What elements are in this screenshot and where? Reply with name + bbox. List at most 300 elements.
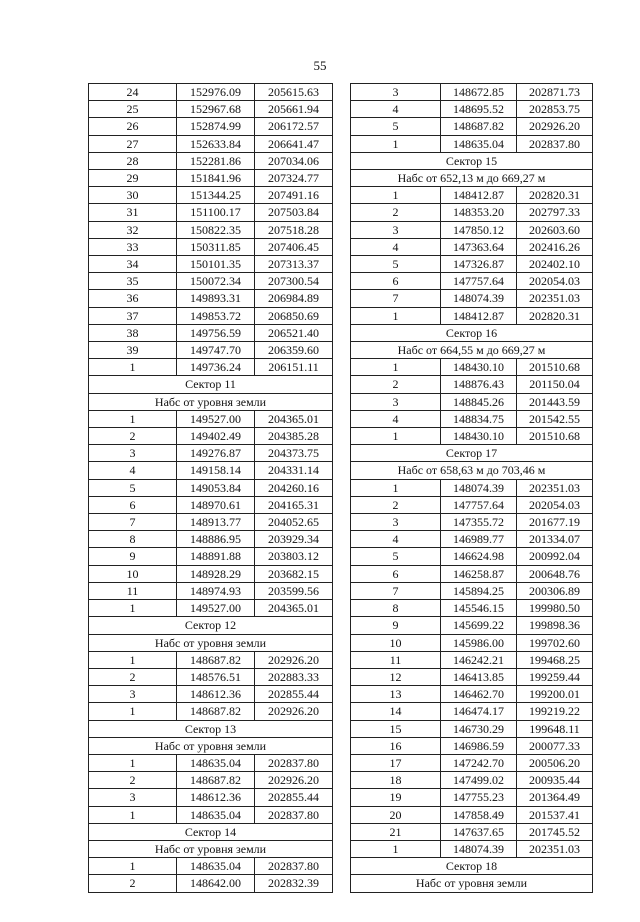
x-coordinate-cell: 149853.72 — [177, 307, 255, 324]
table-row — [89, 789, 333, 806]
table-row — [351, 410, 593, 427]
point-number-cell: 1 — [89, 858, 177, 875]
table-row — [89, 858, 333, 875]
x-coordinate-cell: 148612.36 — [177, 789, 255, 806]
y-coordinate-cell: 199898.36 — [517, 617, 593, 634]
y-coordinate-cell: 203803.12 — [255, 548, 333, 565]
point-number-cell: 4 — [351, 410, 441, 427]
y-coordinate-cell: 204385.28 — [255, 428, 333, 445]
y-coordinate-cell: 201542.55 — [517, 410, 593, 427]
x-coordinate-cell: 148886.95 — [177, 531, 255, 548]
point-number-cell: 9 — [89, 548, 177, 565]
x-coordinate-cell: 145699.22 — [441, 617, 517, 634]
point-number-cell: 3 — [351, 393, 441, 410]
table-row — [351, 273, 593, 290]
point-number-cell: 37 — [89, 307, 177, 324]
point-number-cell: 11 — [89, 582, 177, 599]
x-coordinate-cell: 148970.61 — [177, 496, 255, 513]
sector-title: Сектор 18 — [351, 858, 593, 875]
y-coordinate-cell: 202883.33 — [255, 668, 333, 685]
y-coordinate-cell: 206641.47 — [255, 135, 333, 152]
y-coordinate-cell: 202837.80 — [255, 858, 333, 875]
table-row — [89, 359, 333, 376]
table-row — [89, 204, 333, 221]
point-number-cell: 25 — [89, 101, 177, 118]
y-coordinate-cell: 204165.31 — [255, 496, 333, 513]
y-coordinate-cell: 202820.31 — [517, 187, 593, 204]
y-coordinate-cell: 202351.03 — [517, 290, 593, 307]
point-number-cell: 2 — [89, 668, 177, 685]
y-coordinate-cell: 202416.26 — [517, 238, 593, 255]
x-coordinate-cell: 146462.70 — [441, 686, 517, 703]
point-number-cell: 1 — [351, 135, 441, 152]
x-coordinate-cell: 149736.24 — [177, 359, 255, 376]
point-number-cell: 28 — [89, 152, 177, 169]
point-number-cell: 4 — [351, 531, 441, 548]
x-coordinate-cell: 149158.14 — [177, 462, 255, 479]
sector-title: Сектор 11 — [89, 376, 333, 393]
x-coordinate-cell: 148412.87 — [441, 307, 517, 324]
x-coordinate-cell: 151841.96 — [177, 170, 255, 187]
point-number-cell: 2 — [351, 376, 441, 393]
y-coordinate-cell: 202926.20 — [255, 703, 333, 720]
x-coordinate-cell: 148687.82 — [177, 703, 255, 720]
x-coordinate-cell: 146242.21 — [441, 651, 517, 668]
x-coordinate-cell: 147242.70 — [441, 754, 517, 771]
x-coordinate-cell: 148412.87 — [441, 187, 517, 204]
table-row — [89, 307, 333, 324]
y-coordinate-cell: 202926.20 — [517, 118, 593, 135]
sector-height-note: Набс от уровня земли — [89, 393, 333, 410]
point-number-cell: 6 — [351, 273, 441, 290]
x-coordinate-cell: 149402.49 — [177, 428, 255, 445]
y-coordinate-cell: 200648.76 — [517, 565, 593, 582]
table-row — [89, 152, 333, 169]
point-number-cell: 3 — [351, 221, 441, 238]
point-number-cell: 1 — [89, 806, 177, 823]
table-row — [351, 204, 593, 221]
table-row — [89, 703, 333, 720]
x-coordinate-cell: 149053.84 — [177, 479, 255, 496]
point-number-cell: 10 — [351, 634, 441, 651]
sector-height-row — [351, 462, 593, 479]
point-number-cell: 32 — [89, 221, 177, 238]
y-coordinate-cell: 206359.60 — [255, 342, 333, 359]
point-number-cell: 33 — [89, 238, 177, 255]
point-number-cell: 18 — [351, 772, 441, 789]
point-number-cell: 27 — [89, 135, 177, 152]
y-coordinate-cell: 207324.77 — [255, 170, 333, 187]
sector-height-note: Набс от 664,55 м до 669,27 м — [351, 342, 593, 359]
x-coordinate-cell: 148635.04 — [177, 754, 255, 771]
x-coordinate-cell: 148687.82 — [177, 651, 255, 668]
point-number-cell: 2 — [351, 496, 441, 513]
y-coordinate-cell: 202855.44 — [255, 686, 333, 703]
y-coordinate-cell: 202402.10 — [517, 256, 593, 273]
y-coordinate-cell: 204365.01 — [255, 600, 333, 617]
x-coordinate-cell: 148913.77 — [177, 514, 255, 531]
table-row — [351, 737, 593, 754]
x-coordinate-cell: 150101.35 — [177, 256, 255, 273]
point-number-cell: 3 — [351, 514, 441, 531]
y-coordinate-cell: 201510.68 — [517, 359, 593, 376]
point-number-cell: 3 — [89, 686, 177, 703]
y-coordinate-cell: 201745.52 — [517, 823, 593, 840]
table-row — [89, 84, 333, 101]
y-coordinate-cell: 202351.03 — [517, 479, 593, 496]
table-row — [89, 256, 333, 273]
y-coordinate-cell: 199980.50 — [517, 600, 593, 617]
point-number-cell: 8 — [351, 600, 441, 617]
table-row — [89, 221, 333, 238]
point-number-cell: 12 — [351, 668, 441, 685]
x-coordinate-cell: 150072.34 — [177, 273, 255, 290]
point-number-cell: 35 — [89, 273, 177, 290]
x-coordinate-cell: 148974.93 — [177, 582, 255, 599]
table-row — [89, 342, 333, 359]
x-coordinate-cell: 146986.59 — [441, 737, 517, 754]
y-coordinate-cell: 202054.03 — [517, 496, 593, 513]
table-row — [89, 428, 333, 445]
y-coordinate-cell: 205661.94 — [255, 101, 333, 118]
y-coordinate-cell: 200992.04 — [517, 548, 593, 565]
y-coordinate-cell: 200935.44 — [517, 772, 593, 789]
table-row — [89, 187, 333, 204]
y-coordinate-cell: 204260.16 — [255, 479, 333, 496]
sector-height-row — [89, 393, 333, 410]
point-number-cell: 6 — [89, 496, 177, 513]
point-number-cell: 2 — [89, 428, 177, 445]
sector-height-note: Набс от уровня земли — [351, 875, 593, 892]
y-coordinate-cell: 207503.84 — [255, 204, 333, 221]
table-row — [89, 806, 333, 823]
table-row — [351, 307, 593, 324]
point-number-cell: 38 — [89, 324, 177, 341]
point-number-cell: 17 — [351, 754, 441, 771]
point-number-cell: 21 — [351, 823, 441, 840]
point-number-cell: 36 — [89, 290, 177, 307]
x-coordinate-cell: 152874.99 — [177, 118, 255, 135]
x-coordinate-cell: 146413.85 — [441, 668, 517, 685]
sector-height-row — [351, 875, 593, 892]
table-row — [351, 514, 593, 531]
point-number-cell: 4 — [351, 101, 441, 118]
x-coordinate-cell: 150311.85 — [177, 238, 255, 255]
point-number-cell: 3 — [89, 789, 177, 806]
x-coordinate-cell: 148845.26 — [441, 393, 517, 410]
table-row — [89, 273, 333, 290]
table-row — [89, 514, 333, 531]
table-row — [351, 686, 593, 703]
table-row — [351, 101, 593, 118]
point-number-cell: 15 — [351, 720, 441, 737]
sector-title: Сектор 16 — [351, 324, 593, 341]
x-coordinate-cell: 147637.65 — [441, 823, 517, 840]
y-coordinate-cell: 207406.45 — [255, 238, 333, 255]
x-coordinate-cell: 150822.35 — [177, 221, 255, 238]
left-table-body — [89, 84, 333, 893]
table-row — [89, 548, 333, 565]
table-row — [351, 823, 593, 840]
point-number-cell: 8 — [89, 531, 177, 548]
point-number-cell: 3 — [351, 84, 441, 101]
x-coordinate-cell: 148430.10 — [441, 359, 517, 376]
y-coordinate-cell: 207491.16 — [255, 187, 333, 204]
table-row — [89, 772, 333, 789]
x-coordinate-cell: 147499.02 — [441, 772, 517, 789]
y-coordinate-cell: 201677.19 — [517, 514, 593, 531]
sector-height-note: Набс от уровня земли — [89, 737, 333, 754]
y-coordinate-cell: 202926.20 — [255, 651, 333, 668]
point-number-cell: 14 — [351, 703, 441, 720]
point-number-cell: 1 — [89, 359, 177, 376]
point-number-cell: 5 — [351, 256, 441, 273]
y-coordinate-cell: 202926.20 — [255, 772, 333, 789]
table-row — [351, 806, 593, 823]
table-row — [351, 600, 593, 617]
table-row — [351, 720, 593, 737]
x-coordinate-cell: 149893.31 — [177, 290, 255, 307]
point-number-cell: 4 — [89, 462, 177, 479]
sector-height-note: Набс от уровня земли — [89, 634, 333, 651]
x-coordinate-cell: 151344.25 — [177, 187, 255, 204]
x-coordinate-cell: 149756.59 — [177, 324, 255, 341]
right-coordinates-table — [350, 83, 593, 893]
x-coordinate-cell: 147757.64 — [441, 273, 517, 290]
table-row — [351, 668, 593, 685]
table-row — [351, 393, 593, 410]
table-row — [351, 703, 593, 720]
x-coordinate-cell: 149527.00 — [177, 600, 255, 617]
point-number-cell: 4 — [351, 238, 441, 255]
y-coordinate-cell: 199259.44 — [517, 668, 593, 685]
table-row — [351, 221, 593, 238]
table-row — [351, 840, 593, 857]
table-row — [89, 531, 333, 548]
y-coordinate-cell: 201537.41 — [517, 806, 593, 823]
x-coordinate-cell: 148695.52 — [441, 101, 517, 118]
x-coordinate-cell: 148928.29 — [177, 565, 255, 582]
x-coordinate-cell: 146730.29 — [441, 720, 517, 737]
y-coordinate-cell: 202054.03 — [517, 273, 593, 290]
x-coordinate-cell: 146258.87 — [441, 565, 517, 582]
table-row — [351, 789, 593, 806]
point-number-cell: 1 — [351, 840, 441, 857]
table-row — [89, 668, 333, 685]
x-coordinate-cell: 146474.17 — [441, 703, 517, 720]
y-coordinate-cell: 202837.80 — [255, 754, 333, 771]
x-coordinate-cell: 147326.87 — [441, 256, 517, 273]
x-coordinate-cell: 147858.49 — [441, 806, 517, 823]
y-coordinate-cell: 206850.69 — [255, 307, 333, 324]
x-coordinate-cell: 152967.68 — [177, 101, 255, 118]
table-row — [351, 118, 593, 135]
table-row — [351, 634, 593, 651]
point-number-cell: 1 — [351, 479, 441, 496]
y-coordinate-cell: 199468.25 — [517, 651, 593, 668]
table-row — [351, 531, 593, 548]
sector-height-row — [351, 170, 593, 187]
sector-title-row — [89, 720, 333, 737]
sector-height-row — [89, 634, 333, 651]
point-number-cell: 11 — [351, 651, 441, 668]
y-coordinate-cell: 199702.60 — [517, 634, 593, 651]
sector-height-row — [89, 737, 333, 754]
point-number-cell: 19 — [351, 789, 441, 806]
sector-height-row — [351, 342, 593, 359]
point-number-cell: 24 — [89, 84, 177, 101]
y-coordinate-cell: 204373.75 — [255, 445, 333, 462]
page-number: 55 — [313, 58, 327, 73]
table-row — [89, 582, 333, 599]
x-coordinate-cell: 148635.04 — [177, 858, 255, 875]
y-coordinate-cell: 206984.89 — [255, 290, 333, 307]
point-number-cell: 9 — [351, 617, 441, 634]
y-coordinate-cell: 202797.33 — [517, 204, 593, 221]
sector-height-note: Набс от уровня земли — [89, 840, 333, 857]
y-coordinate-cell: 203682.15 — [255, 565, 333, 582]
x-coordinate-cell: 148074.39 — [441, 479, 517, 496]
x-coordinate-cell: 148834.75 — [441, 410, 517, 427]
table-row — [351, 359, 593, 376]
table-row — [351, 376, 593, 393]
sector-title: Сектор 12 — [89, 617, 333, 634]
point-number-cell: 30 — [89, 187, 177, 204]
sector-title: Сектор 17 — [351, 445, 593, 462]
x-coordinate-cell: 152976.09 — [177, 84, 255, 101]
table-row — [351, 256, 593, 273]
point-number-cell: 5 — [89, 479, 177, 496]
left-coordinates-table — [88, 83, 333, 893]
table-row — [89, 290, 333, 307]
y-coordinate-cell: 201150.04 — [517, 376, 593, 393]
sector-title: Сектор 15 — [351, 152, 593, 169]
table-row — [351, 582, 593, 599]
sector-title-row — [89, 376, 333, 393]
x-coordinate-cell: 147755.23 — [441, 789, 517, 806]
table-row — [351, 428, 593, 445]
y-coordinate-cell: 203599.56 — [255, 582, 333, 599]
point-number-cell: 29 — [89, 170, 177, 187]
y-coordinate-cell: 202853.75 — [517, 101, 593, 118]
point-number-cell: 31 — [89, 204, 177, 221]
y-coordinate-cell: 206521.40 — [255, 324, 333, 341]
x-coordinate-cell: 146624.98 — [441, 548, 517, 565]
table-row — [351, 496, 593, 513]
x-coordinate-cell: 145546.15 — [441, 600, 517, 617]
y-coordinate-cell: 202351.03 — [517, 840, 593, 857]
point-number-cell: 1 — [351, 428, 441, 445]
y-coordinate-cell: 201510.68 — [517, 428, 593, 445]
y-coordinate-cell: 199648.11 — [517, 720, 593, 737]
table-row — [89, 496, 333, 513]
point-number-cell: 2 — [89, 875, 177, 892]
y-coordinate-cell: 207518.28 — [255, 221, 333, 238]
x-coordinate-cell: 148876.43 — [441, 376, 517, 393]
x-coordinate-cell: 145986.00 — [441, 634, 517, 651]
point-number-cell: 1 — [89, 410, 177, 427]
y-coordinate-cell: 202871.73 — [517, 84, 593, 101]
sector-title-row — [351, 445, 593, 462]
sector-title-row — [351, 324, 593, 341]
x-coordinate-cell: 148687.82 — [441, 118, 517, 135]
x-coordinate-cell: 146989.77 — [441, 531, 517, 548]
point-number-cell: 1 — [89, 703, 177, 720]
point-number-cell: 1 — [89, 754, 177, 771]
table-row — [351, 290, 593, 307]
table-row — [351, 238, 593, 255]
point-number-cell: 3 — [89, 445, 177, 462]
table-row — [89, 754, 333, 771]
y-coordinate-cell: 201443.59 — [517, 393, 593, 410]
x-coordinate-cell: 147850.12 — [441, 221, 517, 238]
table-row — [351, 772, 593, 789]
table-row — [351, 651, 593, 668]
y-coordinate-cell: 207034.06 — [255, 152, 333, 169]
x-coordinate-cell: 152281.86 — [177, 152, 255, 169]
y-coordinate-cell: 199219.22 — [517, 703, 593, 720]
y-coordinate-cell: 202832.39 — [255, 875, 333, 892]
x-coordinate-cell: 148687.82 — [177, 772, 255, 789]
x-coordinate-cell: 148612.36 — [177, 686, 255, 703]
point-number-cell: 7 — [351, 582, 441, 599]
y-coordinate-cell: 207313.37 — [255, 256, 333, 273]
table-row — [89, 170, 333, 187]
y-coordinate-cell: 199200.01 — [517, 686, 593, 703]
table-row — [89, 875, 333, 892]
point-number-cell: 13 — [351, 686, 441, 703]
x-coordinate-cell: 149527.00 — [177, 410, 255, 427]
table-row — [351, 754, 593, 771]
x-coordinate-cell: 148353.20 — [441, 204, 517, 221]
point-number-cell: 7 — [89, 514, 177, 531]
sector-height-note: Набс от 652,13 м до 669,27 м — [351, 170, 593, 187]
x-coordinate-cell: 148635.04 — [177, 806, 255, 823]
x-coordinate-cell: 148891.88 — [177, 548, 255, 565]
point-number-cell: 5 — [351, 118, 441, 135]
x-coordinate-cell: 147355.72 — [441, 514, 517, 531]
table-row — [89, 410, 333, 427]
x-coordinate-cell: 148642.00 — [177, 875, 255, 892]
x-coordinate-cell: 148074.39 — [441, 840, 517, 857]
x-coordinate-cell: 148576.51 — [177, 668, 255, 685]
point-number-cell: 1 — [89, 651, 177, 668]
table-row — [89, 135, 333, 152]
sector-title-row — [89, 823, 333, 840]
y-coordinate-cell: 202855.44 — [255, 789, 333, 806]
y-coordinate-cell: 200506.20 — [517, 754, 593, 771]
table-row — [351, 84, 593, 101]
y-coordinate-cell: 202837.80 — [255, 806, 333, 823]
table-row — [89, 479, 333, 496]
y-coordinate-cell: 201364.49 — [517, 789, 593, 806]
y-coordinate-cell: 204331.14 — [255, 462, 333, 479]
point-number-cell: 1 — [351, 359, 441, 376]
table-row — [89, 118, 333, 135]
table-row — [351, 135, 593, 152]
y-coordinate-cell: 201334.07 — [517, 531, 593, 548]
x-coordinate-cell: 148074.39 — [441, 290, 517, 307]
table-row — [351, 479, 593, 496]
y-coordinate-cell: 205615.63 — [255, 84, 333, 101]
table-row — [89, 600, 333, 617]
table-row — [89, 462, 333, 479]
x-coordinate-cell: 145894.25 — [441, 582, 517, 599]
sector-title-row — [89, 617, 333, 634]
x-coordinate-cell: 152633.84 — [177, 135, 255, 152]
table-row — [89, 651, 333, 668]
point-number-cell: 16 — [351, 737, 441, 754]
